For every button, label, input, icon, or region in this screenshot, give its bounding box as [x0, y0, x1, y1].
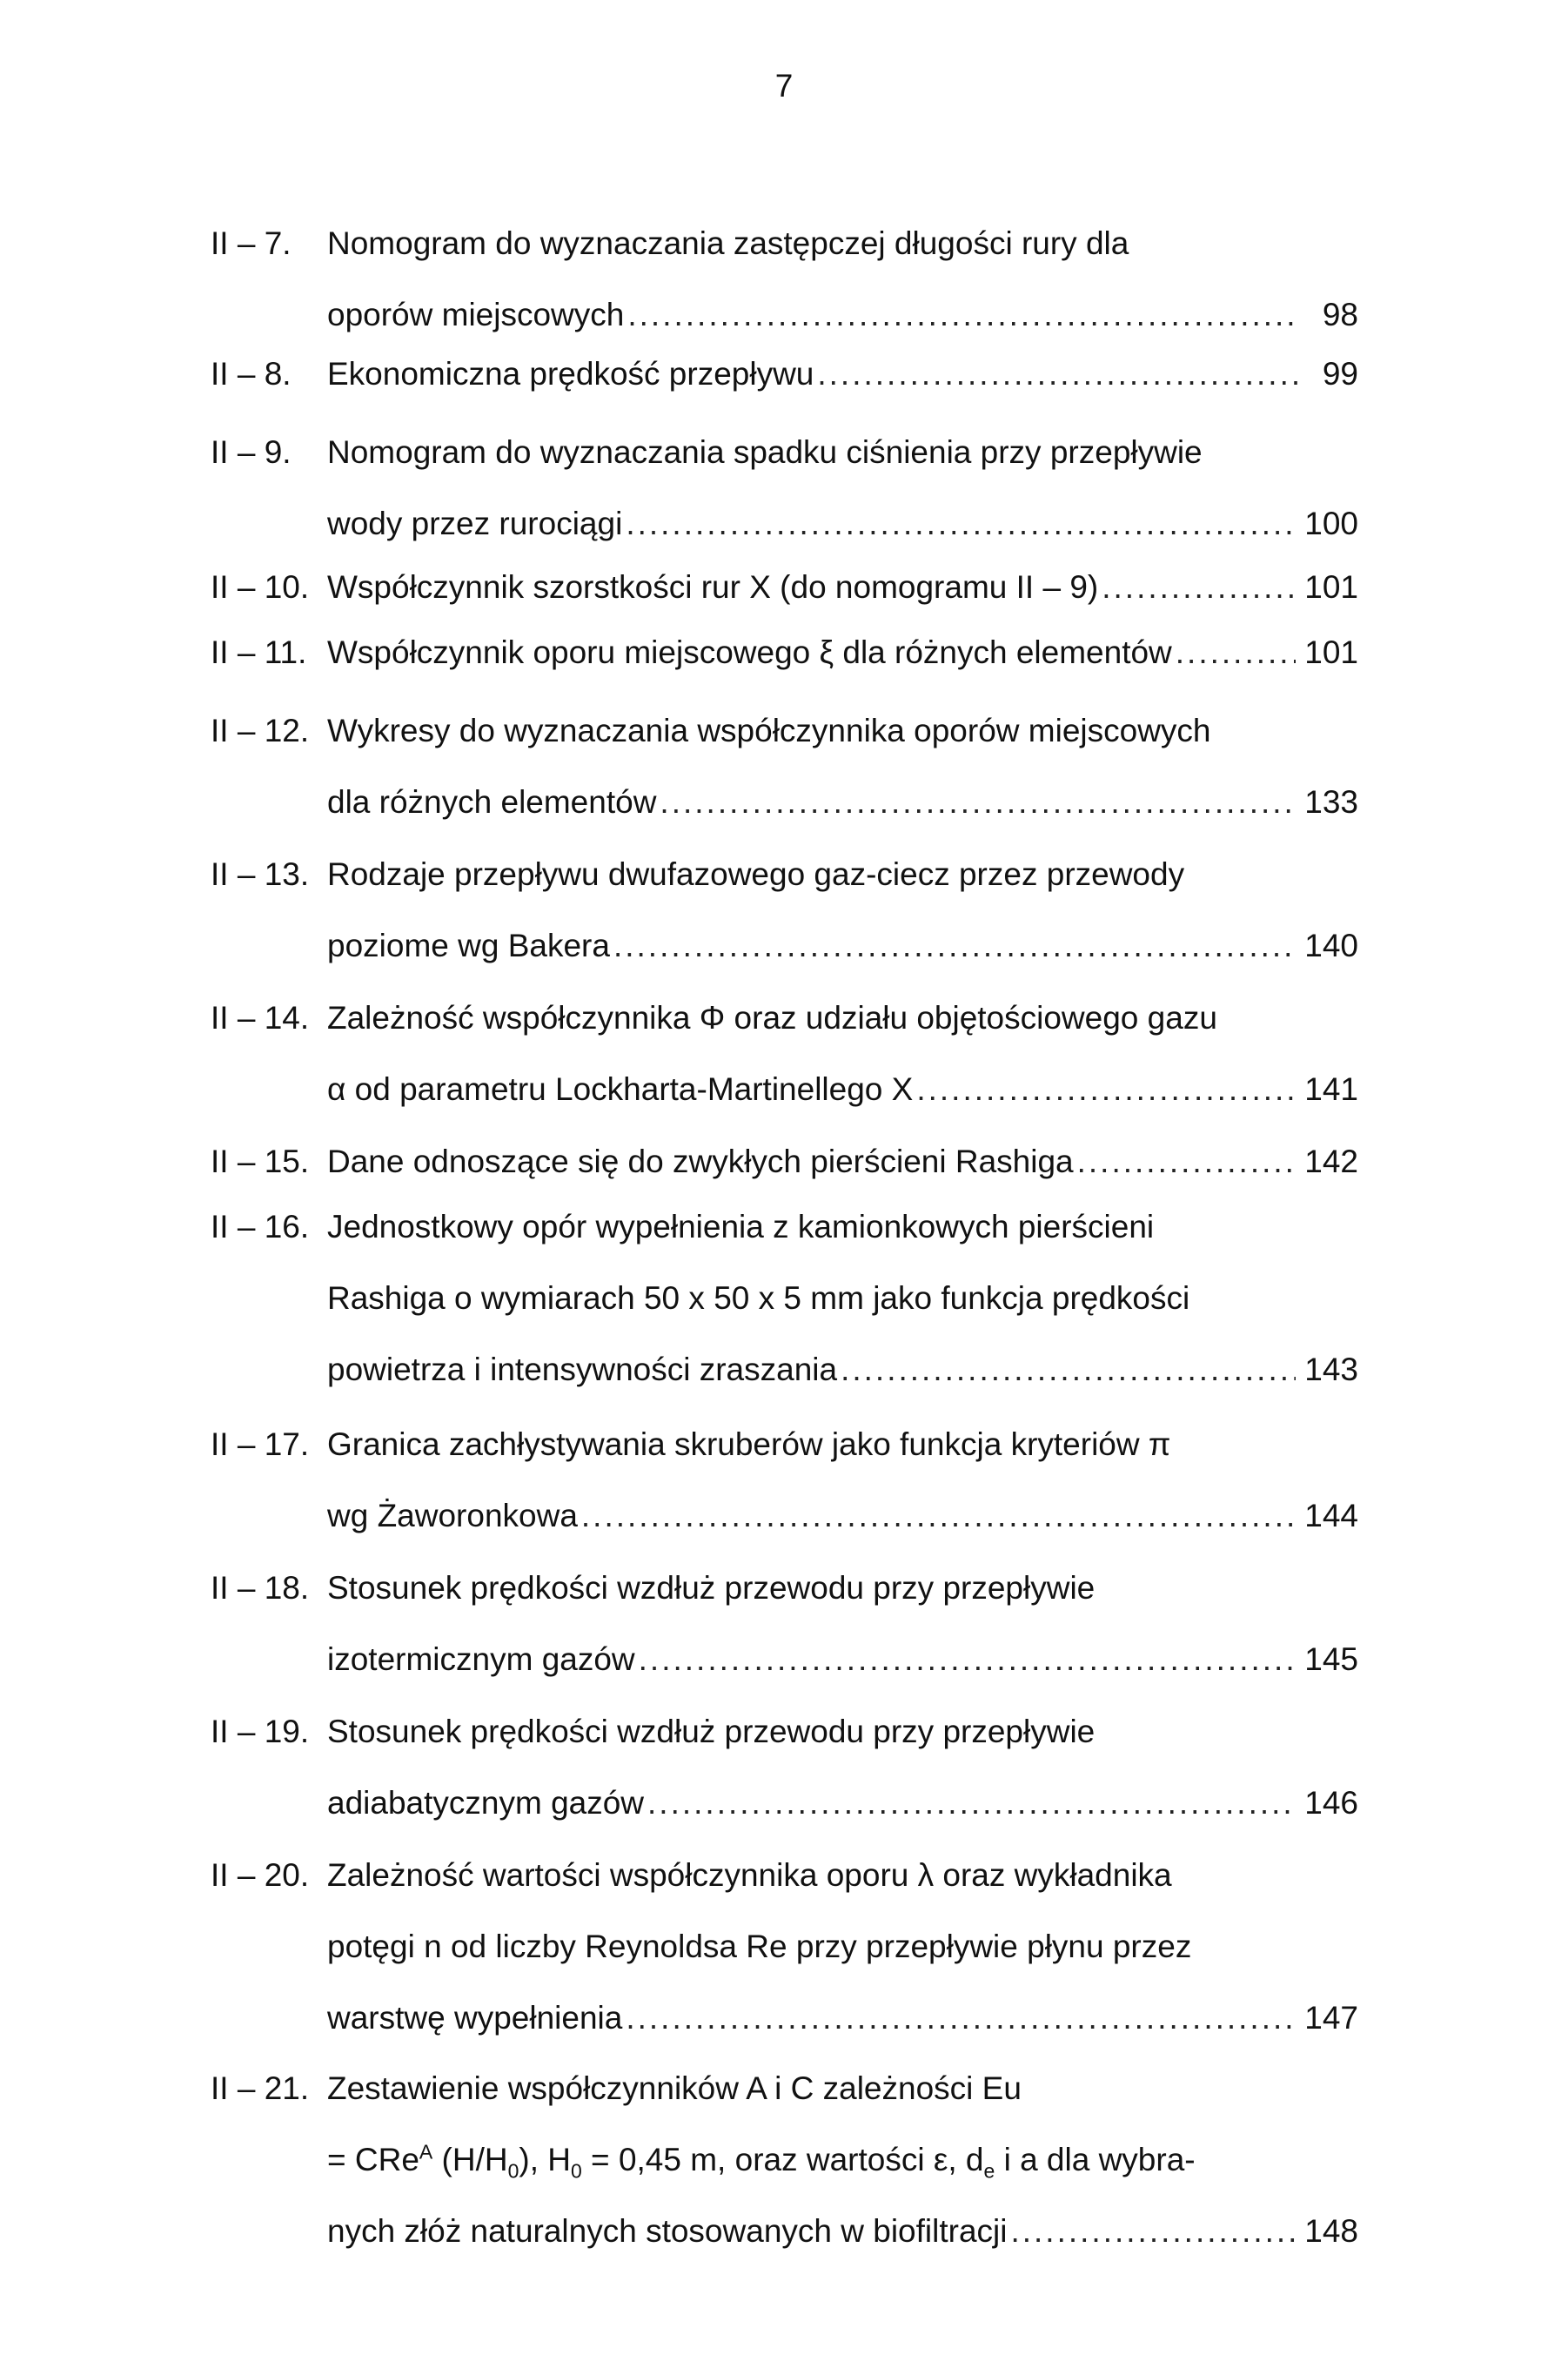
- page-ref: 140: [1304, 928, 1358, 963]
- entry-number: II – 16.: [211, 1209, 310, 1245]
- entry-number: II – 8.: [211, 356, 291, 392]
- entry-title-last: wg Żaworonkowa: [327, 1498, 578, 1533]
- dot-leader: [581, 1490, 1296, 1542]
- entry-title-line: Stosunek prędkości wzdłuż przewodu przy przepływie: [327, 1714, 1096, 1749]
- entry-title-line: Stosunek prędkości wzdłuż przewodu przy przepływie: [327, 1570, 1096, 1606]
- entry-formula-line: [327, 2134, 1196, 2186]
- dot-leader: [626, 1992, 1296, 2044]
- dot-leader: [1077, 1136, 1297, 1188]
- page-ref: 147: [1304, 2000, 1358, 2036]
- page-ref: 133: [1304, 784, 1358, 820]
- dot-leader: [639, 1634, 1297, 1686]
- entry-number: II – 7.: [211, 225, 291, 261]
- entry-title-line: Granica zachłystywania skruberów jako funkcja kryteriów π: [327, 1426, 1171, 1462]
- entry-title-last: izotermicznym gazów: [327, 1641, 635, 1677]
- dot-leader: [613, 920, 1296, 972]
- entry-number: II – 14.: [211, 1000, 310, 1036]
- dot-leader: [817, 348, 1297, 400]
- formula-part-s1: 0: [507, 2159, 519, 2183]
- formula-part-p1: (H/H: [432, 2142, 508, 2177]
- page-ref: 144: [1304, 1498, 1358, 1533]
- dot-leader: [627, 289, 1297, 341]
- entry-number: II – 12.: [211, 713, 310, 748]
- entry-title-line: Zależność współczynnika Φ oraz udziału objętościowego gazu: [327, 1000, 1217, 1036]
- entry-title-last: Współczynnik oporu miejscowego ξ dla różnych elementów: [327, 634, 1172, 670]
- entry-title-last: powietrza i intensywności zraszania: [327, 1352, 838, 1387]
- page-number: 7: [774, 68, 794, 104]
- entry-number: II – 19.: [211, 1714, 310, 1749]
- entry-leader-line: [327, 289, 1358, 341]
- page-ref: 99: [1322, 356, 1358, 392]
- page-ref: 142: [1304, 1144, 1358, 1179]
- formula-part-eq: = CRe: [327, 2142, 419, 2177]
- entry-number: II – 18.: [211, 1570, 310, 1606]
- entry-title-line: Rodzaje przepływu dwufazowego gaz-ciecz przez przewody: [327, 856, 1185, 892]
- entry-title-line: Nomogram do wyznaczania zastępczej długości rury dla: [327, 225, 1129, 261]
- entry-title-line: Nomogram do wyznaczania spadku ciśnienia przy przepływie: [327, 434, 1203, 470]
- entry-number: II – 11.: [211, 634, 307, 670]
- formula-part-p2: ), H: [519, 2142, 571, 2177]
- entry-title-last: nych złóż naturalnych stosowanych w biofiltracji: [327, 2213, 1008, 2249]
- entry-leader-line: [327, 1136, 1358, 1188]
- dot-leader: [626, 498, 1296, 550]
- entry-title-last: oporów miejscowych: [327, 297, 625, 332]
- entry-leader-line: [327, 561, 1358, 614]
- entry-title-last: Dane odnoszące się do zwykłych pierścieni Rashiga: [327, 1144, 1074, 1179]
- entry-title-last: Współczynnik szorstkości rur X (do nomogramu II – 9): [327, 569, 1099, 605]
- entry-number: II – 15.: [211, 1144, 310, 1179]
- entry-number: II – 10.: [211, 569, 310, 605]
- entry-title-last: adiabatycznym gazów: [327, 1785, 645, 1821]
- entry-number: II – 9.: [211, 434, 291, 470]
- entry-leader-line: [327, 1777, 1358, 1829]
- entry-leader-line: [327, 348, 1358, 400]
- page-ref: 145: [1304, 1641, 1358, 1677]
- formula-part-p4: i a dla wybra-: [995, 2142, 1196, 2177]
- entry-number: II – 21.: [211, 2070, 310, 2106]
- page-ref: 146: [1304, 1785, 1358, 1821]
- entry-title-last: wody przez rurociągi: [327, 506, 623, 541]
- entry-leader-line: [327, 1490, 1358, 1542]
- entry-title-last: poziome wg Bakera: [327, 928, 610, 963]
- entry-number: II – 13.: [211, 856, 310, 892]
- entry-title-last: dla różnych elementów: [327, 784, 657, 820]
- entry-leader-line: [327, 1063, 1358, 1116]
- page-ref: 98: [1322, 297, 1358, 332]
- entry-leader-line: [327, 498, 1358, 550]
- entry-title-line: potęgi n od liczby Reynoldsa Re przy przepływie płynu przez: [327, 1929, 1192, 1964]
- entry-number: II – 20.: [211, 1857, 310, 1893]
- formula-part-p3: = 0,45 m, oraz wartości ε, d: [581, 2142, 984, 2177]
- dot-leader: [841, 1344, 1296, 1396]
- entry-leader-line: [327, 1634, 1358, 1686]
- entry-leader-line: [327, 627, 1358, 679]
- entry-title-line: Rashiga o wymiarach 50 x 50 x 5 mm jako funkcja prędkości: [327, 1280, 1190, 1316]
- page-ref: 148: [1304, 2213, 1358, 2249]
- entry-leader-line: [327, 1344, 1358, 1396]
- dot-leader: [916, 1063, 1296, 1116]
- entry-leader-line: [327, 2205, 1358, 2258]
- page-ref: 141: [1304, 1071, 1358, 1107]
- entry-title-line: Zestawienie współczynników A i C zależności Eu: [327, 2070, 1022, 2106]
- dot-leader: [647, 1777, 1296, 1829]
- entry-leader-line: [327, 1992, 1358, 2044]
- dot-leader: [1010, 2205, 1296, 2258]
- page-ref: 100: [1304, 506, 1358, 541]
- entry-title-line: Jednostkowy opór wypełnienia z kamionkowych pierścieni: [327, 1209, 1155, 1245]
- entry-title-line: Zależność wartości współczynnika oporu λ oraz wykładnika: [327, 1857, 1172, 1893]
- entry-title-last: Ekonomiczna prędkość przepływu: [327, 356, 814, 392]
- page-ref: 143: [1304, 1352, 1358, 1387]
- entry-title-line: Wykresy do wyznaczania współczynnika oporów miejscowych: [327, 713, 1211, 748]
- dot-leader: [1102, 561, 1296, 614]
- entry-leader-line: [327, 920, 1358, 972]
- dot-leader: [1176, 627, 1296, 679]
- entry-title-last: α od parametru Lockharta-Martinellego X: [327, 1071, 914, 1107]
- entry-number: II – 17.: [211, 1426, 310, 1462]
- formula-part-s2: 0: [570, 2159, 582, 2183]
- dot-leader: [660, 776, 1296, 829]
- entry-title-last: warstwę wypełnienia: [327, 2000, 623, 2036]
- page-ref: 101: [1304, 569, 1358, 605]
- formula-part-s3: e: [983, 2159, 995, 2183]
- formula-part-exp: A: [419, 2140, 433, 2164]
- entry-leader-line: [327, 776, 1358, 829]
- page-ref: 101: [1304, 634, 1358, 670]
